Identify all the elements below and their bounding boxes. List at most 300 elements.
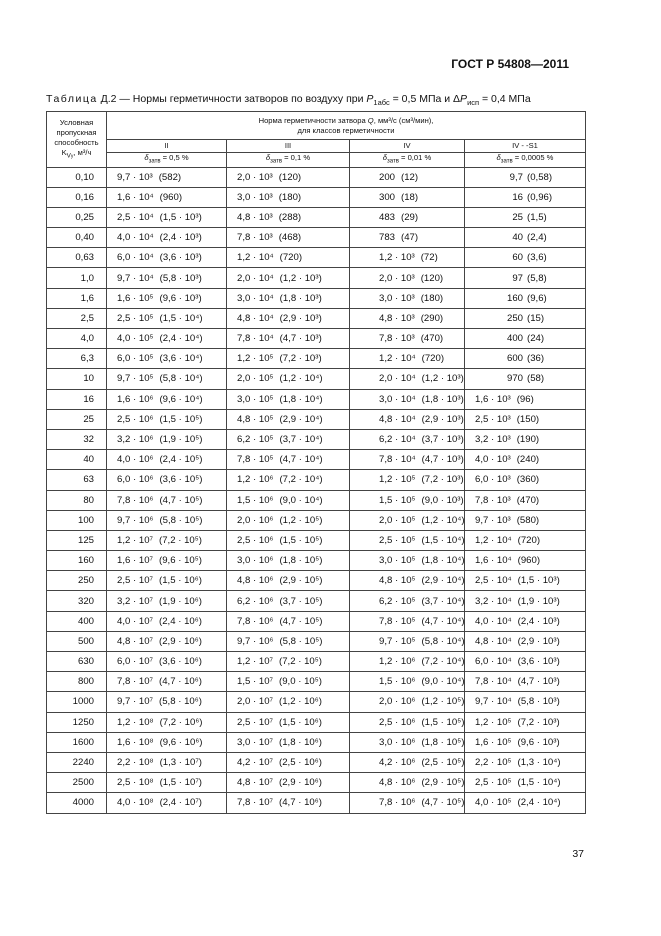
norm-value-per-minute: (1,5 · 10⁴) (517, 777, 561, 789)
norm-value-per-minute: (3,6) (527, 252, 547, 264)
norm-value-per-minute: (3,6 · 10⁴) (159, 353, 203, 365)
cell-norm (465, 692, 586, 712)
table-row (47, 652, 586, 672)
norm-value: 160 (506, 292, 523, 304)
norm-value-per-minute: (240) (516, 454, 540, 466)
cell-norm (465, 793, 586, 813)
cell-norm (107, 672, 227, 692)
cell-norm (465, 652, 586, 672)
norm-value: 3,0 · 10⁶ (379, 736, 416, 748)
norm-value-per-minute: (1,5 · 10⁴) (159, 312, 203, 324)
cell-norm (350, 571, 465, 591)
norm-value-per-minute: (1,8 · 10⁵) (279, 555, 323, 567)
norm-value: 2,5 · 10⁵ (379, 534, 416, 546)
norm-value-per-minute: (9,0 · 10⁵) (279, 676, 322, 688)
table-row (47, 712, 586, 732)
norm-value-per-minute: (3,6 · 10⁵) (159, 474, 203, 486)
header-leakage-norm: Норма герметичности затвора Q, мм³/с (см³/мин), для классов герметичности (107, 112, 586, 140)
norm-value: 4,2 · 10⁷ (237, 757, 274, 769)
cell-kv: 630 (47, 652, 107, 672)
cell-norm (107, 732, 227, 752)
cell-norm (227, 329, 350, 349)
norm-value: 3,0 · 10⁷ (237, 736, 274, 748)
norm-value-per-minute: (3,6 · 10³) (159, 252, 202, 264)
norm-value-per-minute: (2,9 · 10⁴) (279, 413, 323, 425)
norm-value-per-minute: (2,5 · 10⁶) (279, 757, 322, 769)
cell-norm (350, 672, 465, 692)
norm-value-per-minute: (9,6 · 10⁵) (159, 555, 202, 567)
norm-value: 2,0 · 10⁴ (237, 272, 274, 284)
cell-norm (227, 349, 350, 369)
norm-value: 2,0 · 10³ (237, 171, 273, 183)
cell-norm (350, 712, 465, 732)
norm-value: 60 (512, 252, 523, 264)
norm-value-per-minute: (4,7 · 10³) (421, 454, 464, 466)
norm-value-per-minute: (1,2 · 10⁶) (279, 696, 322, 708)
table-row (47, 611, 586, 631)
cell-kv: 1250 (47, 712, 107, 732)
cell-kv: 1000 (47, 692, 107, 712)
norm-value-per-minute: (1,8 · 10⁵) (421, 736, 465, 748)
norm-value: 1,5 · 10⁷ (237, 676, 274, 688)
cell-norm (465, 389, 586, 409)
standard-number: ГОСТ Р 54808—2011 (451, 57, 569, 71)
cell-norm (107, 551, 227, 571)
norm-value: 3,0 · 10⁴ (237, 292, 274, 304)
caption-text-3: = 0,4 МПа (479, 93, 531, 105)
norm-value-per-minute: (1,8 · 10⁴) (421, 555, 465, 567)
norm-value-per-minute: (5,8 · 10⁵) (279, 635, 323, 647)
cell-norm (107, 591, 227, 611)
cell-norm (107, 207, 227, 227)
norm-value: 300 (379, 191, 396, 203)
cell-kv: 4,0 (47, 329, 107, 349)
cell-kv: 4000 (47, 793, 107, 813)
norm-value-per-minute: (2,9 · 10⁶) (279, 777, 322, 789)
cell-norm (107, 429, 227, 449)
caption-number: Д.2 (100, 93, 117, 105)
cell-norm (227, 652, 350, 672)
norm-value-per-minute: (1,5 · 10³) (517, 575, 560, 587)
cell-norm (107, 470, 227, 490)
table-row (47, 631, 586, 651)
cell-kv: 0,40 (47, 228, 107, 248)
norm-value: 600 (506, 353, 523, 365)
norm-value: 9,7 · 10⁵ (379, 635, 416, 647)
cell-norm (465, 349, 586, 369)
norm-value: 9,7 · 10⁴ (117, 272, 154, 284)
norm-value: 2,0 · 10⁵ (379, 514, 416, 526)
cell-norm (465, 672, 586, 692)
norm-value: 9,7 · 10⁶ (117, 514, 154, 526)
cell-norm (350, 470, 465, 490)
cell-norm (107, 773, 227, 793)
norm-value: 2,2 · 10⁵ (475, 757, 512, 769)
cell-norm (227, 389, 350, 409)
norm-value: 1,5 · 10⁶ (379, 676, 416, 688)
cell-norm (350, 429, 465, 449)
cell-norm (350, 611, 465, 631)
norm-value: 4,8 · 10⁷ (117, 635, 154, 647)
norm-value: 9,7 · 10⁷ (117, 696, 154, 708)
cell-norm (465, 429, 586, 449)
cell-norm (465, 631, 586, 651)
caption-text-2: = 0,5 МПа и Δ (389, 93, 461, 105)
norm-value: 4,8 · 10³ (379, 312, 415, 324)
cell-norm (465, 187, 586, 207)
norm-value: 97 (512, 272, 523, 284)
norm-value: 4,8 · 10⁶ (379, 777, 416, 789)
norm-value: 4,2 · 10⁶ (379, 757, 416, 769)
table-row (47, 268, 586, 288)
norm-value-per-minute: (1,5 · 10³) (159, 211, 202, 223)
cell-norm (107, 248, 227, 268)
cell-norm (107, 349, 227, 369)
norm-value: 4,0 · 10⁵ (117, 333, 154, 345)
cell-norm (350, 450, 465, 470)
cell-norm (465, 207, 586, 227)
cell-norm (350, 187, 465, 207)
cell-norm (107, 611, 227, 631)
norm-value-per-minute: (120) (420, 272, 444, 284)
norm-value-per-minute: (9,6 · 10⁴) (159, 393, 203, 405)
norm-value: 4,0 · 10⁴ (117, 232, 154, 244)
table-row (47, 409, 586, 429)
cell-norm (465, 409, 586, 429)
norm-value-per-minute: (3,7 · 10⁵) (279, 595, 323, 607)
cell-norm (465, 490, 586, 510)
norm-value-per-minute: (72) (420, 252, 438, 264)
norm-value-per-minute: (9,0 · 10⁴) (279, 494, 323, 506)
cell-norm (465, 288, 586, 308)
table-row (47, 773, 586, 793)
norm-value-per-minute: (468) (278, 232, 302, 244)
norm-value: 3,0 · 10⁶ (237, 555, 274, 567)
norm-value: 3,2 · 10³ (475, 434, 511, 446)
norm-value: 483 (379, 211, 396, 223)
norm-value: 2,0 · 10⁶ (237, 514, 274, 526)
cell-norm (465, 611, 586, 631)
norm-value: 3,2 · 10⁷ (117, 595, 154, 607)
norm-value-per-minute: (5,8 · 10³) (159, 272, 202, 284)
cell-norm (107, 752, 227, 772)
cell-norm (227, 591, 350, 611)
cell-norm (227, 510, 350, 530)
cell-kv: 2500 (47, 773, 107, 793)
cell-norm (227, 752, 350, 772)
cell-norm (107, 308, 227, 328)
norm-value-per-minute: (3,7 · 10⁴) (279, 434, 323, 446)
cell-norm (350, 207, 465, 227)
cell-kv: 125 (47, 530, 107, 550)
norm-value: 1,2 · 10⁷ (237, 656, 274, 668)
table-row (47, 490, 586, 510)
norm-value-per-minute: (290) (420, 312, 444, 324)
norm-value-per-minute: (4,7 · 10⁶) (159, 676, 202, 688)
norm-value: 1,2 · 10⁸ (117, 716, 154, 728)
table-row (47, 793, 586, 813)
norm-value: 40 (512, 232, 523, 244)
cell-norm (227, 530, 350, 550)
caption-dp-subscript: исп (467, 98, 480, 108)
norm-value-per-minute: (960) (517, 555, 541, 567)
norm-value-per-minute: (720) (279, 252, 303, 264)
table-row (47, 692, 586, 712)
table-row (47, 732, 586, 752)
norm-value-per-minute: (3,7 · 10³) (421, 434, 464, 446)
norm-value-per-minute: (1,5 · 10⁷) (159, 777, 202, 789)
cell-norm (465, 773, 586, 793)
norm-value: 4,0 · 10⁶ (117, 454, 154, 466)
norm-value: 1,2 · 10⁴ (379, 353, 416, 365)
norm-value: 1,2 · 10⁶ (237, 474, 274, 486)
cell-kv: 400 (47, 611, 107, 631)
table-row (47, 450, 586, 470)
norm-value-per-minute: (1,8 · 10⁶) (279, 736, 322, 748)
cell-norm (350, 329, 465, 349)
norm-value-per-minute: (1,2 · 10⁵) (279, 514, 323, 526)
norm-value: 4,0 · 10⁵ (475, 797, 512, 809)
norm-value-per-minute: (2,4) (527, 232, 547, 244)
cell-kv: 2,5 (47, 308, 107, 328)
cell-norm (107, 490, 227, 510)
norm-value: 2,2 · 10⁸ (117, 757, 154, 769)
norm-value: 783 (379, 232, 396, 244)
cell-norm (227, 732, 350, 752)
norm-value: 6,0 · 10⁷ (117, 656, 154, 668)
norm-value: 7,8 · 10⁵ (379, 615, 416, 627)
cell-norm (350, 167, 465, 187)
norm-value-per-minute: (1,5) (527, 211, 547, 223)
norm-value-per-minute: (150) (516, 413, 540, 425)
cell-norm (465, 308, 586, 328)
norm-value: 2,5 · 10⁷ (117, 575, 154, 587)
norm-value-per-minute: (3,6 · 10³) (517, 656, 560, 668)
header-delta-iv: $\delta_{затв} = 0,01$ % (350, 153, 465, 168)
norm-value: 1,6 · 10³ (475, 393, 511, 405)
cell-kv: 2240 (47, 752, 107, 772)
header-delta-iii: $\delta_{затв} = 0,1$ % (227, 153, 350, 168)
cell-norm (350, 308, 465, 328)
cell-norm (465, 571, 586, 591)
norm-value-per-minute: (4,7 · 10³) (279, 333, 322, 345)
cell-norm (350, 773, 465, 793)
norm-value-per-minute: (7,2 · 10³) (517, 716, 560, 728)
cell-norm (465, 450, 586, 470)
norm-value: 2,5 · 10⁵ (475, 777, 512, 789)
norm-value: 3,0 · 10⁵ (237, 393, 274, 405)
header-delta-iv-s1: $\delta_{затв} = 0,0005$ % (465, 153, 586, 168)
norm-value-per-minute: (1,8 · 10³) (279, 292, 322, 304)
norm-value-per-minute: (7,2 · 10³) (279, 353, 322, 365)
cell-norm (227, 551, 350, 571)
table-row (47, 672, 586, 692)
norm-value: 6,0 · 10⁴ (475, 656, 512, 668)
norm-value-per-minute: (96) (516, 393, 534, 405)
table-row (47, 752, 586, 772)
norm-value-per-minute: (1,8 · 10³) (421, 393, 464, 405)
norm-value: 7,8 · 10⁷ (117, 676, 154, 688)
norm-value-per-minute: (1,5 · 10⁵) (421, 716, 465, 728)
header-class-iv-s1: IV - -S1 (465, 140, 586, 153)
cell-norm (227, 631, 350, 651)
norm-value: 1,2 · 10⁴ (475, 534, 512, 546)
table-caption (46, 93, 531, 107)
norm-value: 2,5 · 10⁴ (117, 211, 154, 223)
norm-value: 7,8 · 10⁷ (237, 797, 274, 809)
norm-value: 4,8 · 10⁵ (237, 413, 274, 425)
norm-value: 9,7 · 10³ (117, 171, 153, 183)
norm-value: 7,8 · 10⁴ (379, 454, 416, 466)
norm-value: 250 (506, 312, 523, 324)
cell-norm (465, 329, 586, 349)
norm-value-per-minute: (1,3 · 10⁷) (159, 757, 202, 769)
cell-kv: 500 (47, 631, 107, 651)
cell-norm (227, 611, 350, 631)
norm-value: 7,8 · 10⁵ (237, 454, 274, 466)
norm-value-per-minute: (2,4 · 10⁵) (159, 454, 203, 466)
cell-norm (227, 228, 350, 248)
norm-value-per-minute: (2,9 · 10⁵) (421, 777, 465, 789)
norm-value-per-minute: (5,8 · 10⁵) (159, 514, 203, 526)
norm-value-per-minute: (1,2 · 10⁵) (421, 696, 465, 708)
cell-kv: 40 (47, 450, 107, 470)
cell-norm (350, 349, 465, 369)
norm-value: 1,5 · 10⁵ (379, 494, 416, 506)
cell-norm (227, 187, 350, 207)
cell-norm (227, 369, 350, 389)
cell-norm (227, 672, 350, 692)
cell-norm (227, 712, 350, 732)
norm-value: 4,8 · 10⁴ (379, 413, 416, 425)
cell-norm (227, 409, 350, 429)
cell-norm (350, 248, 465, 268)
cell-norm (107, 631, 227, 651)
norm-value: 4,0 · 10⁷ (117, 615, 154, 627)
norm-value: 7,8 · 10⁶ (237, 615, 274, 627)
cell-norm (227, 571, 350, 591)
cell-norm (465, 732, 586, 752)
norm-value-per-minute: (2,4 · 10⁴) (517, 797, 561, 809)
cell-norm (350, 530, 465, 550)
cell-norm (350, 510, 465, 530)
norm-value: 6,0 · 10⁵ (117, 353, 154, 365)
table-row (47, 329, 586, 349)
norm-value: 2,0 · 10⁷ (237, 696, 274, 708)
norm-value-per-minute: (1,3 · 10⁴) (517, 757, 561, 769)
cell-kv: 25 (47, 409, 107, 429)
cell-norm (107, 793, 227, 813)
cell-norm (227, 167, 350, 187)
cell-norm (107, 510, 227, 530)
page-number: 37 (572, 848, 584, 860)
norm-value-per-minute: (5,8 · 10³) (517, 696, 560, 708)
norm-value-per-minute: (9,6 · 10³) (517, 736, 560, 748)
cell-norm (350, 652, 465, 672)
cell-norm (107, 228, 227, 248)
norm-value: 2,5 · 10³ (475, 413, 511, 425)
norm-value-per-minute: (360) (516, 474, 540, 486)
cell-norm (465, 268, 586, 288)
cell-norm (107, 167, 227, 187)
cell-norm (465, 228, 586, 248)
header-conditional-capacity: Условная пропускная способность $K_{Vу}$, м³/ч (47, 112, 107, 168)
caption-label: Таблица (46, 93, 98, 105)
norm-value: 2,0 · 10⁶ (379, 696, 416, 708)
cell-norm (350, 268, 465, 288)
cell-kv: 1,6 (47, 288, 107, 308)
norm-value-per-minute: (3,6 · 10⁶) (159, 656, 202, 668)
norm-value: 4,0 · 10³ (475, 454, 511, 466)
table-row (47, 530, 586, 550)
norm-value-per-minute: (15) (527, 312, 545, 324)
norm-value: 2,5 · 10⁵ (117, 312, 154, 324)
norm-value: 7,8 · 10⁴ (237, 333, 274, 345)
norm-value: 7,8 · 10³ (237, 232, 273, 244)
norm-value: 9,7 · 10⁵ (117, 373, 154, 385)
cell-kv: 320 (47, 591, 107, 611)
cell-norm (465, 530, 586, 550)
cell-norm (350, 369, 465, 389)
norm-value: 4,8 · 10⁶ (237, 575, 274, 587)
norm-value-per-minute: (7,2 · 10⁵) (279, 656, 322, 668)
norm-value-per-minute: (470) (516, 494, 540, 506)
norm-value-per-minute: (9,6 · 10³) (159, 292, 202, 304)
norm-value-per-minute: (2,4 · 10⁷) (159, 797, 202, 809)
cell-norm (350, 631, 465, 651)
norm-value-per-minute: (2,9 · 10³) (279, 312, 322, 324)
norm-value-per-minute: (1,5 · 10⁴) (421, 534, 465, 546)
norm-value: 3,2 · 10⁴ (475, 595, 512, 607)
cell-norm (465, 752, 586, 772)
norm-value: 2,0 · 10³ (379, 272, 415, 284)
norm-value: 3,2 · 10⁶ (117, 434, 154, 446)
norm-value-per-minute: (9,0 · 10³) (421, 494, 464, 506)
norm-value: 7,8 · 10³ (379, 333, 415, 345)
norm-value: 7,8 · 10⁴ (475, 676, 512, 688)
norm-value: 1,6 · 10⁶ (117, 393, 154, 405)
norm-value: 16 (512, 191, 523, 203)
norm-value: 1,6 · 10⁵ (117, 292, 154, 304)
cell-norm (227, 450, 350, 470)
norm-value-per-minute: (1,2 · 10⁴) (279, 373, 323, 385)
norm-value-per-minute: (9,6) (527, 292, 547, 304)
norm-value-per-minute: (4,7 · 10⁶) (279, 797, 322, 809)
cell-kv: 63 (47, 470, 107, 490)
cell-norm (107, 389, 227, 409)
norm-value: 4,8 · 10⁷ (237, 777, 274, 789)
cell-norm (107, 409, 227, 429)
header-class-iv: IV (350, 140, 465, 153)
norm-value: 6,2 · 10⁶ (237, 595, 274, 607)
norm-value: 1,2 · 10⁵ (379, 474, 416, 486)
cell-norm (107, 530, 227, 550)
cell-kv: 1600 (47, 732, 107, 752)
table-row (47, 248, 586, 268)
norm-value: 2,5 · 10⁴ (475, 575, 512, 587)
table-row (47, 510, 586, 530)
norm-value: 2,5 · 10⁷ (237, 716, 274, 728)
norm-value: 2,5 · 10⁸ (117, 777, 154, 789)
norm-value: 4,0 · 10⁸ (117, 797, 154, 809)
norm-value: 2,0 · 10⁵ (237, 373, 274, 385)
norm-value-per-minute: (1,9 · 10⁵) (159, 434, 203, 446)
norm-value-per-minute: (24) (527, 333, 545, 345)
norm-value: 1,2 · 10⁶ (379, 656, 416, 668)
norm-value: 1,6 · 10⁷ (117, 555, 154, 567)
norm-value: 9,7 · 10⁴ (475, 696, 512, 708)
cell-kv: 16 (47, 389, 107, 409)
